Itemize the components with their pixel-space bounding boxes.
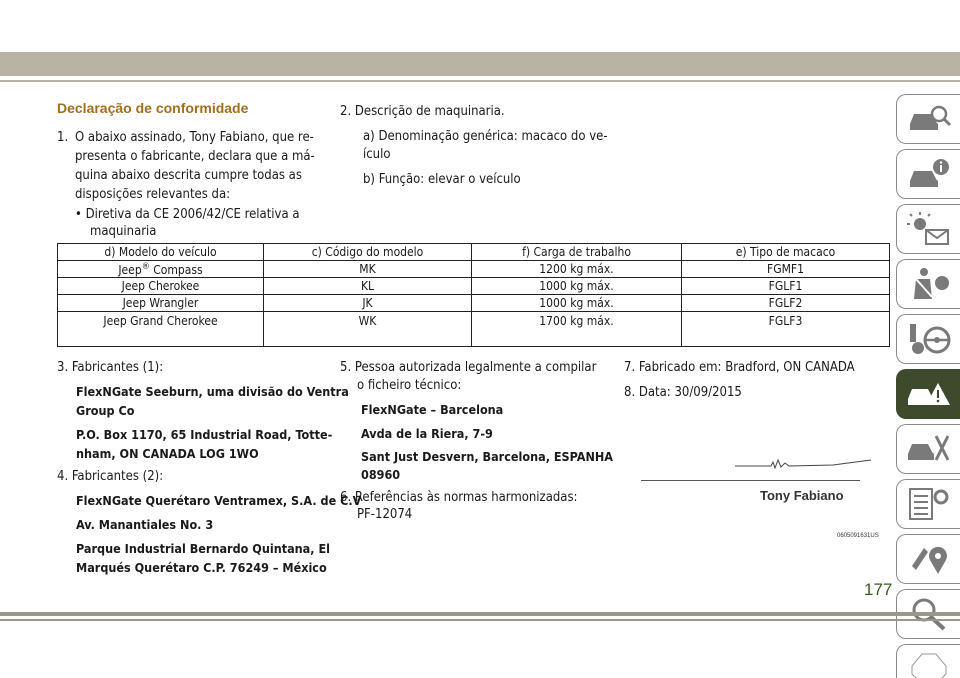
tab-seatbelt-airbag[interactable] [896, 259, 960, 309]
item8: 8. Data: 30/09/2015 [624, 385, 742, 400]
item7: 7. Fabricado em: Bradford, ON CANADA [624, 360, 855, 375]
item3-line4: nham, ON CANADA LOG 1WO [76, 446, 259, 461]
light-mail-icon [906, 210, 952, 248]
tab-steering-wheel[interactable] [896, 314, 960, 364]
table-cell: FGMF1 [682, 261, 890, 278]
tab-checklist-gear[interactable] [896, 479, 960, 529]
item1-line1: O abaixo assinado, Tony Fabiano, que re- [75, 130, 314, 145]
item2-a-line1: a) Denominação genérica: macaco do ve- [363, 129, 608, 144]
item1-line2: presenta o fabricante, declara que a má- [75, 149, 315, 164]
table-cell: 1000 kg máx. [472, 295, 682, 312]
signature-line [641, 480, 860, 481]
table-cell: 1200 kg máx. [472, 261, 682, 278]
item6-line1: 6. Referências às normas harmonizadas: [340, 490, 578, 505]
table-cell: 1700 kg máx. [472, 312, 682, 347]
item6-line2: PF-12074 [357, 507, 413, 522]
item2-a-line2: ículo [363, 147, 391, 162]
car-magnifier-icon [906, 100, 952, 138]
page-number: 177 [864, 580, 893, 599]
signatory-name: Tony Fabiano [760, 488, 844, 503]
table-cell: KL [264, 278, 472, 295]
tab-light-mail[interactable] [896, 204, 960, 254]
item4-line4: Marqués Querétaro C.P. 76249 – México [76, 560, 327, 575]
item1-bullet-cont: maquinaria [90, 224, 157, 239]
table-cell: FGLF3 [682, 312, 890, 347]
chapter-tabs [896, 94, 960, 678]
table-cell: Jeep Grand Cherokee [58, 312, 264, 347]
table-header-row [58, 244, 890, 261]
footer-line [0, 619, 960, 621]
table-cell: Jeep Wrangler [58, 295, 264, 312]
tab-car-info[interactable] [896, 149, 960, 199]
footer-band [0, 612, 960, 616]
item2-b: b) Função: elevar o veículo [363, 172, 521, 187]
item5-bold3: Sant Just Desvern, Barcelona, ESPANHA [361, 449, 613, 464]
item1-line4: disposições relevantes da: [75, 187, 231, 202]
machine-spec-table [57, 243, 890, 347]
steering-wheel-icon [906, 320, 952, 358]
image-code: 0605091631US [837, 533, 879, 539]
car-info-icon [906, 155, 952, 193]
header-band [0, 52, 960, 76]
header-line [0, 80, 960, 82]
table-cell: FGLF1 [682, 278, 890, 295]
table-row [58, 295, 890, 312]
car-warning-icon [906, 375, 952, 413]
item3-line2: Group Co [76, 403, 135, 418]
item5-bold1: FlexNGate – Barcelona [361, 402, 504, 417]
table-header: d) Modelo do veículo [58, 244, 264, 261]
table-cell-model: Jeep® Compass [58, 261, 264, 278]
table-cell: FGLF2 [682, 295, 890, 312]
item5-bold2: Avda de la Riera, 7-9 [361, 426, 493, 441]
seatbelt-airbag-icon [906, 265, 952, 303]
music-location-icon [906, 540, 952, 578]
table-header: e) Tipo de macaco [682, 244, 890, 261]
table-header: c) Código do modelo [264, 244, 472, 261]
item1-bullet: • Diretiva da CE 2006/42/CE relativa a [75, 207, 300, 222]
item2-title: 2. Descrição de maquinaria. [340, 104, 505, 119]
car-tools-icon [906, 430, 952, 468]
alphabet-index-icon [906, 650, 952, 678]
item3-line3: P.O. Box 1170, 65 Industrial Road, Totte- [76, 427, 333, 442]
section-heading: Declaração de conformidade [57, 100, 249, 116]
table-header: f) Carga de trabalho [472, 244, 682, 261]
item5-bold4: 08960 [361, 467, 401, 482]
item4-line3: Parque Industrial Bernardo Quintana, El [76, 541, 330, 556]
tab-car-warning[interactable] [896, 369, 960, 419]
tab-music-location[interactable] [896, 534, 960, 584]
tab-car-magnifier[interactable] [896, 94, 960, 144]
table-cell: Jeep Cherokee [58, 278, 264, 295]
table-row [58, 261, 890, 278]
table-cell: MK [264, 261, 472, 278]
item4-line1: FlexNGate Querétaro Ventramex, S.A. de C.V [76, 493, 362, 508]
table-row [58, 278, 890, 295]
table-cell: 1000 kg máx. [472, 278, 682, 295]
table-cell: WK [264, 312, 472, 347]
tab-alphabet-index[interactable] [896, 644, 960, 678]
item4-line2: Av. Manantiales No. 3 [76, 517, 214, 532]
item5-line2: o ficheiro técnico: [357, 378, 462, 393]
item1-line3: quina abaixo descrita cumpre todas as [75, 168, 302, 183]
item4-title: 4. Fabricantes (2): [57, 469, 164, 484]
checklist-gear-icon [906, 485, 952, 523]
item3-title: 3. Fabricantes (1): [57, 360, 164, 375]
tab-car-tools[interactable] [896, 424, 960, 474]
table-row [58, 312, 890, 347]
item1-number: 1. [57, 130, 69, 145]
item5-line1: 5. Pessoa autorizada legalmente a compilar [340, 360, 597, 375]
item3-line1: FlexNGate Seeburn, uma divisão do Ventra [76, 384, 349, 399]
table-cell: JK [264, 295, 472, 312]
handwritten-signature [733, 454, 873, 474]
